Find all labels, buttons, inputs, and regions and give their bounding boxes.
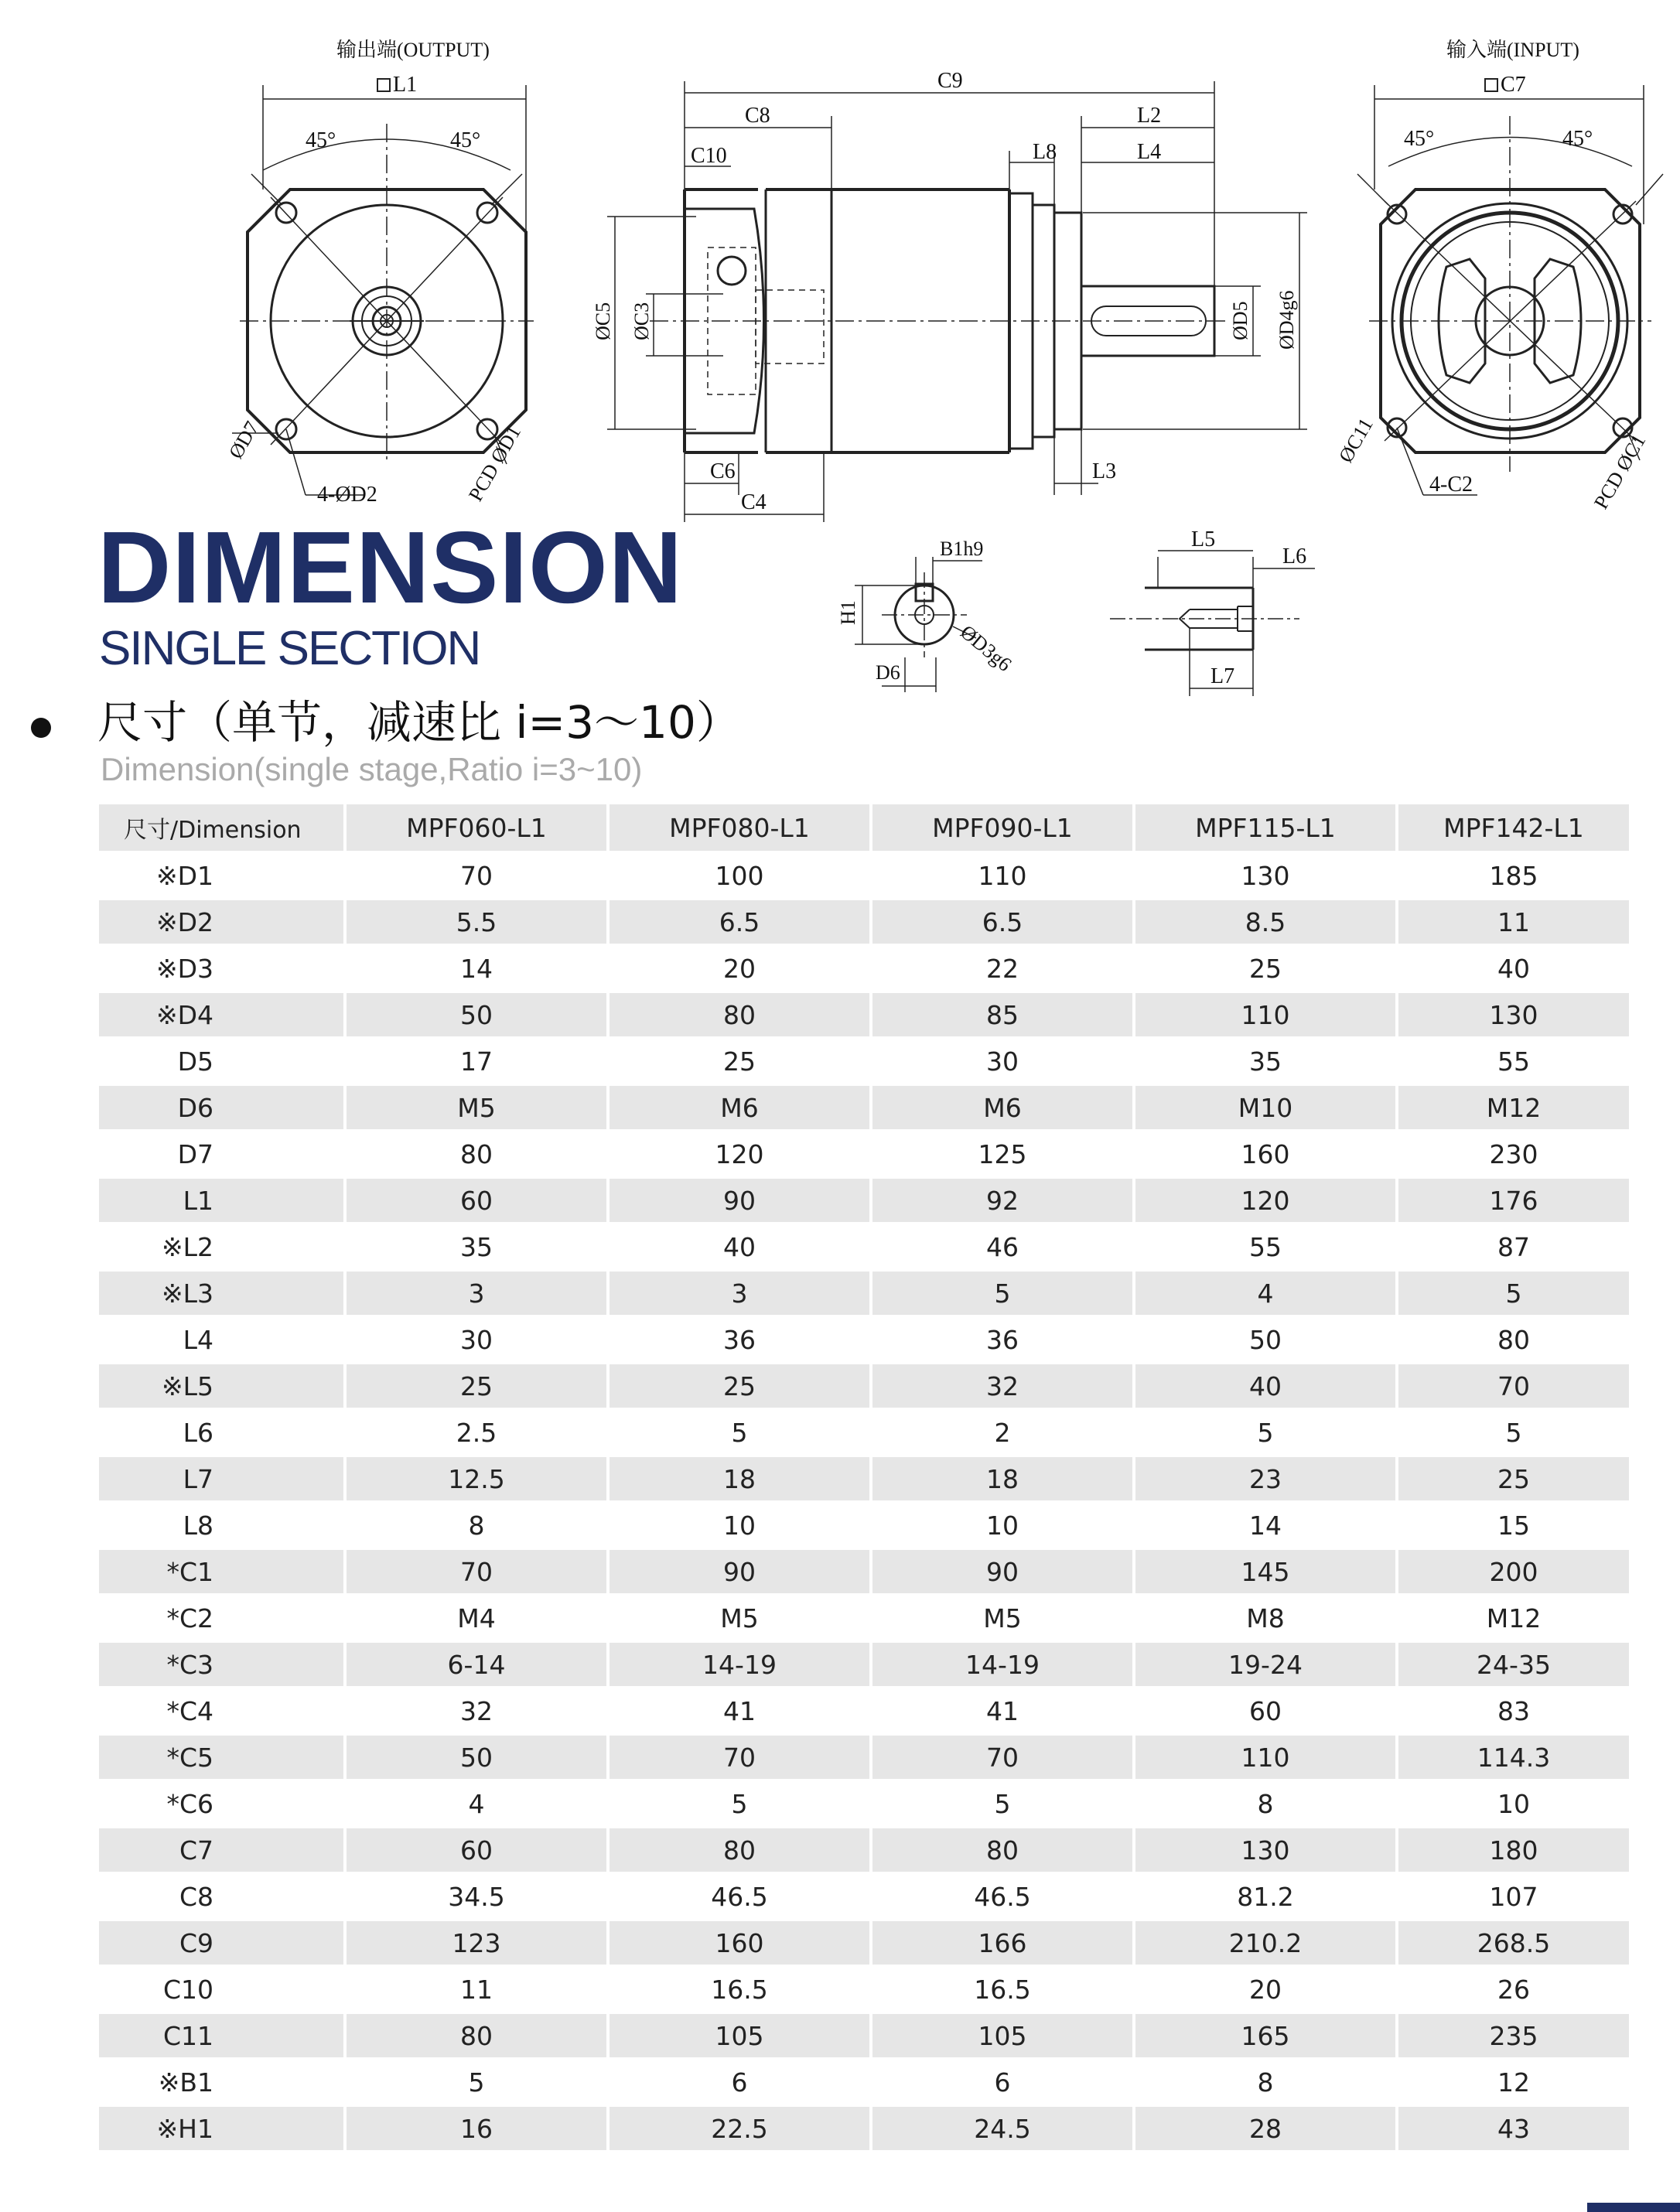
dimension-value: 15 [1397,1502,1630,1548]
dimension-value: 41 [871,1688,1134,1734]
dimension-label: ※L3 [99,1270,345,1316]
dimension-value: 5 [608,1780,871,1827]
table-row [99,1827,1630,1873]
label-l5: L5 [1191,527,1216,551]
dimension-value: 70 [345,852,608,899]
label-c6: C6 [710,459,736,483]
dimension-value: M8 [1134,1595,1397,1641]
dimension-value: 46.5 [871,1873,1134,1920]
dimension-value: 6.5 [871,899,1134,945]
dimension-value: 8 [345,1502,608,1548]
dimension-value: 2.5 [345,1409,608,1456]
dimension-value: 90 [871,1548,1134,1595]
dimension-value: 80 [871,1827,1134,1873]
dimension-value: 180 [1397,1827,1630,1873]
page-subtitle: SINGLE SECTION [99,622,480,675]
dimension-label: ※L5 [99,1363,345,1409]
label-pcd-c1: PCD ØC1 [1590,430,1651,513]
table-row [99,1177,1630,1224]
table-header-row [99,804,1630,852]
table-row [99,2012,1630,2059]
header-model: MPF080-L1 [608,804,871,852]
label-l7: L7 [1210,664,1235,688]
label-d6: D6 [876,661,900,684]
dimension-value: 35 [345,1224,608,1270]
section-heading-english: Dimension(single stage,Ratio i=3~10) [101,751,643,787]
dimension-value: 70 [1397,1363,1630,1409]
shaft-key-detail [855,557,982,692]
dimension-value: 80 [1397,1316,1630,1363]
dimension-value: 85 [871,992,1134,1038]
dimension-value: 11 [1397,899,1630,945]
dimension-value: 5 [345,2059,608,2105]
table-row [99,1641,1630,1688]
table-row [99,1038,1630,1084]
dimension-value: 105 [608,2012,871,2059]
table-row [99,1966,1630,2012]
dimension-value: 81.2 [1134,1873,1397,1920]
dimension-value: 110 [871,852,1134,899]
dimension-value: M5 [871,1595,1134,1641]
dimension-value: 25 [1397,1456,1630,1502]
table-row [99,1409,1630,1456]
dimension-label: ※D4 [99,992,345,1038]
dimension-value: 34.5 [345,1873,608,1920]
dimension-value: 40 [1134,1363,1397,1409]
dimension-value: 17 [345,1038,608,1084]
dimension-value: 43 [1397,2105,1630,2152]
dimension-value: M4 [345,1595,608,1641]
dimension-value: 210.2 [1134,1920,1397,1966]
dimension-value: 6 [608,2059,871,2105]
dimension-value: 130 [1397,992,1630,1038]
dimension-value: 14-19 [871,1641,1134,1688]
dimension-value: M12 [1397,1595,1630,1641]
label-c9: C9 [937,69,963,93]
dimension-value: 40 [608,1224,871,1270]
dimension-value: 10 [608,1502,871,1548]
dimension-value: 110 [1134,1734,1397,1780]
label-c8: C8 [745,104,770,128]
dimension-value: 19-24 [1134,1641,1397,1688]
dimension-value: M6 [871,1084,1134,1131]
label-l2: L2 [1137,104,1162,128]
label-angle-1: 45° [306,128,336,152]
dimension-value: 50 [345,992,608,1038]
label-angle-3: 45° [1404,127,1435,151]
dimension-label: ※D2 [99,899,345,945]
dimension-value: 6.5 [608,899,871,945]
dimension-value: 83 [1397,1688,1630,1734]
label-l3: L3 [1092,459,1117,483]
section-heading-chinese: 尺寸（单节，减速比 i=3～10） [97,696,741,749]
dimension-label: *C5 [99,1734,345,1780]
dimension-value: 80 [345,2012,608,2059]
dimension-value: 176 [1397,1177,1630,1224]
table-row [99,1502,1630,1548]
dimension-value: 70 [608,1734,871,1780]
dimension-label: D7 [99,1131,345,1177]
label-h1: H1 [837,600,859,625]
dimension-value: 32 [345,1688,608,1734]
dimension-label: *C6 [99,1780,345,1827]
table-row [99,852,1630,899]
dimension-value: 60 [1134,1688,1397,1734]
label-c3: ØC3 [630,302,653,340]
table-row [99,2105,1630,2152]
dimension-value: 160 [1134,1131,1397,1177]
dimension-value: 18 [608,1456,871,1502]
dimension-value: 22 [871,945,1134,992]
table-row [99,992,1630,1038]
dimension-value: 3 [345,1270,608,1316]
table-row [99,1734,1630,1780]
dimension-value: 30 [345,1316,608,1363]
dimension-label: C11 [99,2012,345,2059]
label-pcd-d1: PCD ØD1 [464,422,526,505]
dimension-value: 12.5 [345,1456,608,1502]
table-row [99,899,1630,945]
dimension-value: M5 [345,1084,608,1131]
dimension-value: 70 [871,1734,1134,1780]
label-d7: ØD7 [224,417,264,463]
dimension-value: 5 [1134,1409,1397,1456]
dimension-value: 125 [871,1131,1134,1177]
label-d2: 4-ØD2 [317,483,377,507]
dimension-value: 123 [345,1920,608,1966]
label-output-end: 输出端(OUTPUT) [336,39,490,61]
table-row [99,1548,1630,1595]
dimension-value: 46 [871,1224,1134,1270]
dimension-value: 28 [1134,2105,1397,2152]
dimension-value: 41 [608,1688,871,1734]
dimension-value: 55 [1134,1224,1397,1270]
dimension-value: 90 [608,1548,871,1595]
dimension-label: L8 [99,1502,345,1548]
dimension-label: ※B1 [99,2059,345,2105]
dimension-value: 18 [871,1456,1134,1502]
page-title: DIMENSION [97,510,684,624]
dimension-value: 5 [1397,1270,1630,1316]
dimension-value: 25 [608,1363,871,1409]
header-model: MPF142-L1 [1397,804,1630,852]
dimension-value: M6 [608,1084,871,1131]
dimension-value: 50 [1134,1316,1397,1363]
label-d3: ØD3g6 [956,620,1016,676]
bullet-dot [31,718,51,738]
dimension-value: 92 [871,1177,1134,1224]
dimension-value: 120 [608,1131,871,1177]
table-row [99,1316,1630,1363]
dimension-value: 16.5 [871,1966,1134,2012]
dimension-value: 20 [1134,1966,1397,2012]
label-input-end: 输入端(INPUT) [1446,39,1579,61]
dimension-label: C8 [99,1873,345,1920]
dimension-value: 36 [871,1316,1134,1363]
dimension-value: 3 [608,1270,871,1316]
dimension-value: 230 [1397,1131,1630,1177]
footer-accent-bar [1587,2203,1680,2212]
label-d5: ØD5 [1229,301,1251,340]
table-row [99,1595,1630,1641]
dimension-value: 8.5 [1134,899,1397,945]
table-body [99,852,1630,2152]
dimension-value: 11 [345,1966,608,2012]
table-row [99,1780,1630,1827]
label-l6: L6 [1282,544,1307,568]
dimension-value: 4 [1134,1270,1397,1316]
dimension-value: 110 [1134,992,1397,1038]
dimension-label: ※D3 [99,945,345,992]
dimension-value: 114.3 [1397,1734,1630,1780]
dimension-value: 55 [1397,1038,1630,1084]
dimension-value: 235 [1397,2012,1630,2059]
dimension-label: L1 [99,1177,345,1224]
table-row [99,1873,1630,1920]
dimension-value: 10 [871,1502,1134,1548]
label-c10: C10 [691,144,727,168]
dimension-value: 160 [608,1920,871,1966]
table-row [99,945,1630,992]
table-row [99,1688,1630,1734]
dimension-value: 8 [1134,2059,1397,2105]
dimension-label: ※L2 [99,1224,345,1270]
output-end-view [232,79,534,495]
dimension-value: 20 [608,945,871,992]
dimension-value: 60 [345,1827,608,1873]
dimension-value: 200 [1397,1548,1630,1595]
header-model: MPF115-L1 [1134,804,1397,852]
table-row [99,1456,1630,1502]
dimension-value: 165 [1134,2012,1397,2059]
label-c5: ØC5 [592,302,614,340]
dimension-value: 80 [608,1827,871,1873]
dimension-label: C7 [99,1827,345,1873]
dimension-value: M12 [1397,1084,1630,1131]
dimension-label: D6 [99,1084,345,1131]
dimension-value: 50 [345,1734,608,1780]
dimension-value: 25 [608,1038,871,1084]
dimension-value: 6-14 [345,1641,608,1688]
dimension-value: 4 [345,1780,608,1827]
dimension-value: 87 [1397,1224,1630,1270]
dimension-label: *C1 [99,1548,345,1595]
dimension-value: 24.5 [871,2105,1134,2152]
dimension-value: 10 [1397,1780,1630,1827]
dimension-value: 5.5 [345,899,608,945]
dimension-value: 35 [1134,1038,1397,1084]
table-row [99,1920,1630,1966]
dimension-label: D5 [99,1038,345,1084]
dimension-value: 16.5 [608,1966,871,2012]
dimension-value: M10 [1134,1084,1397,1131]
table-row [99,1224,1630,1270]
dimension-label: L6 [99,1409,345,1456]
dimension-value: 32 [871,1363,1134,1409]
dimension-value: 107 [1397,1873,1630,1920]
dimension-value: 2 [871,1409,1134,1456]
dimension-value: 14 [1134,1502,1397,1548]
dimension-value: 185 [1397,852,1630,899]
label-angle-4: 45° [1562,127,1593,151]
dimension-value: 70 [345,1548,608,1595]
dimension-value: 26 [1397,1966,1630,2012]
dimension-value: 36 [608,1316,871,1363]
dimension-value: 25 [345,1363,608,1409]
dimension-value: 60 [345,1177,608,1224]
dimension-value: 80 [608,992,871,1038]
dimension-value: 5 [871,1780,1134,1827]
dimension-value: 14-19 [608,1641,871,1688]
dimension-label: *C2 [99,1595,345,1641]
label-b1: B1h9 [940,538,984,560]
header-model: MPF090-L1 [871,804,1134,852]
header-dimension: 尺寸/Dimension [99,804,345,852]
dimension-value: 30 [871,1038,1134,1084]
dimension-value: 80 [345,1131,608,1177]
dimension-value: 5 [1397,1409,1630,1456]
dimension-value: 120 [1134,1177,1397,1224]
dimension-label: L4 [99,1316,345,1363]
dimension-value: 14 [345,945,608,992]
dimension-value: 166 [871,1920,1134,1966]
dimension-value: 22.5 [608,2105,871,2152]
label-c7: C7 [1501,73,1526,97]
dimension-value: 40 [1397,945,1630,992]
dimension-value: 130 [1134,1827,1397,1873]
dimension-label: ※D1 [99,852,345,899]
header-model: MPF060-L1 [345,804,608,852]
dimension-value: 130 [1134,852,1397,899]
dimension-label: *C3 [99,1641,345,1688]
dimension-value: 90 [608,1177,871,1224]
dimension-value: 24-35 [1397,1641,1630,1688]
table-row [99,1084,1630,1131]
dimension-value: 105 [871,2012,1134,2059]
dimension-value: 25 [1134,945,1397,992]
dimension-value: 100 [608,852,871,899]
label-c11: ØC11 [1334,414,1378,466]
dimension-value: 46.5 [608,1873,871,1920]
dimension-label: *C4 [99,1688,345,1734]
dimension-value: 12 [1397,2059,1630,2105]
label-c4: C4 [741,490,767,514]
label-d4: ØD4g6 [1275,290,1298,350]
dimension-label: C9 [99,1920,345,1966]
dimension-value: 23 [1134,1456,1397,1502]
table-row [99,2059,1630,2105]
dimension-label: L7 [99,1456,345,1502]
dimension-label: C10 [99,1966,345,2012]
label-l4: L4 [1137,140,1162,164]
dimension-value: 8 [1134,1780,1397,1827]
dimension-value: 145 [1134,1548,1397,1595]
label-angle-2: 45° [450,128,481,152]
label-l8: L8 [1033,140,1057,164]
dimension-value: 6 [871,2059,1134,2105]
dimension-table [99,804,1632,2153]
dimension-value: M5 [608,1595,871,1641]
dimension-value: 5 [871,1270,1134,1316]
table-row [99,1270,1630,1316]
table-row [99,1131,1630,1177]
dimension-value: 16 [345,2105,608,2152]
table-row [99,1363,1630,1409]
label-l1: L1 [393,73,418,97]
dimension-value: 5 [608,1409,871,1456]
label-c2: 4-C2 [1429,473,1473,497]
dimension-label: ※H1 [99,2105,345,2152]
dimension-value: 268.5 [1397,1920,1630,1966]
